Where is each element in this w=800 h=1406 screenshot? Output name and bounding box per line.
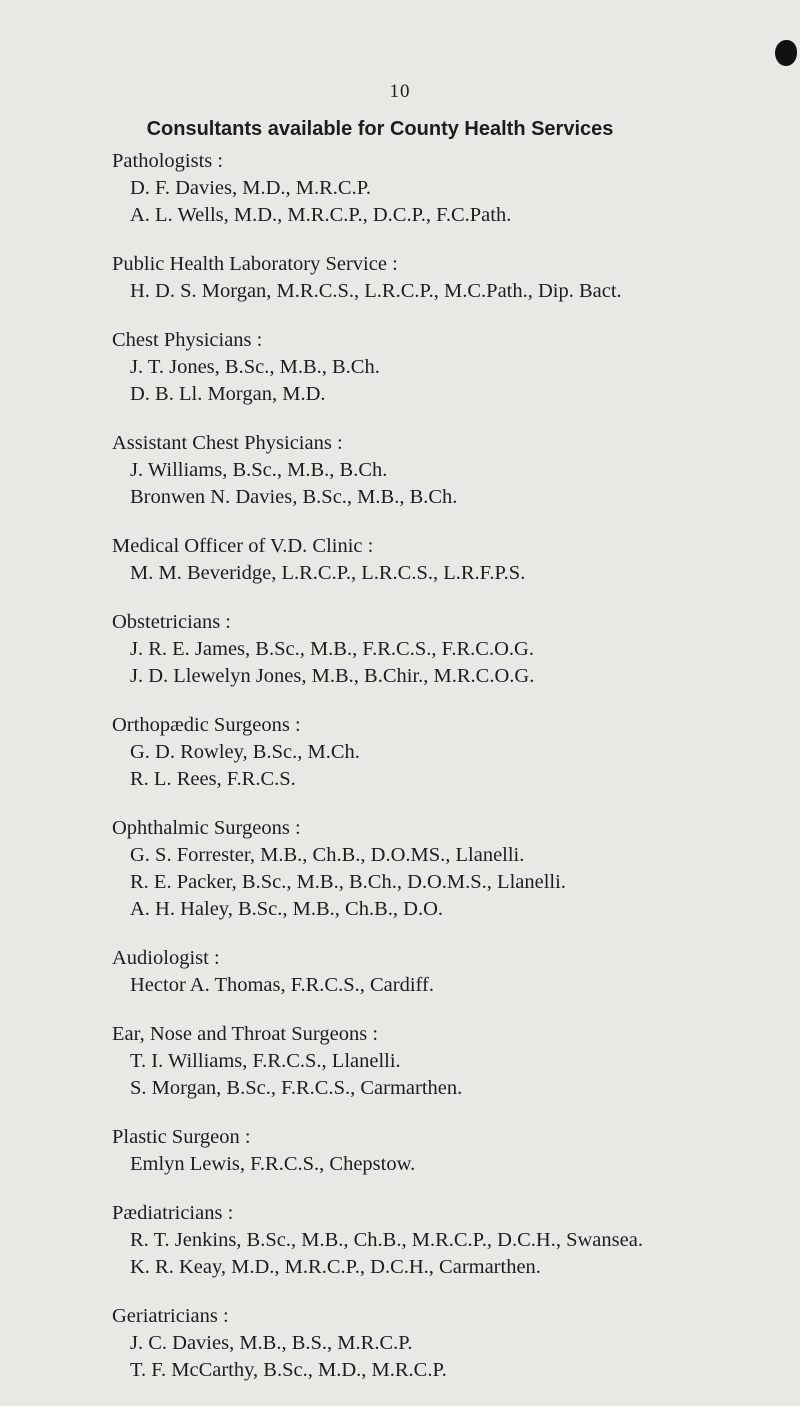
section-heading: Obstetricians : [112,611,231,633]
section-plastic-surgeon [112,1124,792,1178]
consultant-entry: Emlyn Lewis, F.R.C.S., Chepstow. [130,1153,416,1175]
consultant-entry: H. D. S. Morgan, M.R.C.S., L.R.C.P., M.C.Path., Dip. Bact. [130,280,622,302]
consultant-entry: R. T. Jenkins, B.Sc., M.B., Ch.B., M.R.C.P., D.C.H., Swansea. [130,1229,643,1251]
section-heading: Pædiatricians : [112,1202,234,1224]
section-heading: Orthopædic Surgeons : [112,714,301,736]
section-heading: Chest Physicians : [112,329,263,351]
consultant-entry: G. S. Forrester, M.B., Ch.B., D.O.MS., Llanelli. [130,844,525,866]
consultant-entry: J. T. Jones, B.Sc., M.B., B.Ch. [130,356,380,378]
section-ophthalmic-surgeons [112,815,792,923]
section-obstetricians [112,609,792,690]
section-heading: Pathologists : [112,150,224,172]
consultant-entry: J. D. Llewelyn Jones, M.B., B.Chir., M.R.C.O.G. [130,665,535,687]
ink-blot-mark [775,40,797,66]
section-orthopaedic-surgeons [112,712,792,793]
consultant-entry: S. Morgan, B.Sc., F.R.C.S., Carmarthen. [130,1077,463,1099]
consultant-entry: J. Williams, B.Sc., M.B., B.Ch. [130,459,388,481]
page-number: 10 [389,81,411,102]
consultant-entry: Hector A. Thomas, F.R.C.S., Cardiff. [130,974,434,996]
section-assistant-chest-physicians [112,430,792,511]
consultant-entry: J. R. E. James, B.Sc., M.B., F.R.C.S., F.R.C.O.G. [130,638,534,660]
section-heading: Audiologist : [112,947,220,969]
section-heading: Medical Officer of V.D. Clinic : [112,535,374,557]
consultant-entry: D. B. Ll. Morgan, M.D. [130,383,326,405]
page-title: Consultants available for County Health Services [146,118,614,140]
section-pathologists [112,148,792,229]
section-heading: Geriatricians : [112,1305,229,1327]
consultant-list [112,148,792,1406]
consultant-entry: T. I. Williams, F.R.C.S., Llanelli. [130,1050,401,1072]
section-heading: Assistant Chest Physicians : [112,432,343,454]
consultant-entry: K. R. Keay, M.D., M.R.C.P., D.C.H., Carmarthen. [130,1256,541,1278]
consultant-entry: G. D. Rowley, B.Sc., M.Ch. [130,741,360,763]
section-heading: Plastic Surgeon : [112,1126,251,1148]
consultant-entry: A. L. Wells, M.D., M.R.C.P., D.C.P., F.C.Path. [130,204,512,226]
section-heading: Public Health Laboratory Service : [112,253,398,275]
section-vd-clinic [112,533,792,587]
section-audiologist [112,945,792,999]
section-paediatricians [112,1200,792,1281]
section-ent-surgeons [112,1021,792,1102]
consultant-entry: A. H. Haley, B.Sc., M.B., Ch.B., D.O. [130,898,444,920]
section-heading: Ear, Nose and Throat Surgeons : [112,1023,379,1045]
consultant-entry: Bronwen N. Davies, B.Sc., M.B., B.Ch. [130,486,458,508]
section-public-health-laboratory [112,251,792,305]
consultant-entry: J. C. Davies, M.B., B.S., M.R.C.P. [130,1332,413,1354]
consultant-entry: R. L. Rees, F.R.C.S. [130,768,296,790]
consultant-entry: M. M. Beveridge, L.R.C.P., L.R.C.S., L.R.F.P.S. [130,562,526,584]
consultant-entry: T. F. McCarthy, B.Sc., M.D., M.R.C.P. [130,1359,447,1381]
section-geriatricians [112,1303,792,1384]
consultant-entry: R. E. Packer, B.Sc., M.B., B.Ch., D.O.M.S., Llanelli. [130,871,566,893]
section-chest-physicians [112,327,792,408]
section-heading: Ophthalmic Surgeons : [112,817,301,839]
consultant-entry: D. F. Davies, M.D., M.R.C.P. [130,177,371,199]
